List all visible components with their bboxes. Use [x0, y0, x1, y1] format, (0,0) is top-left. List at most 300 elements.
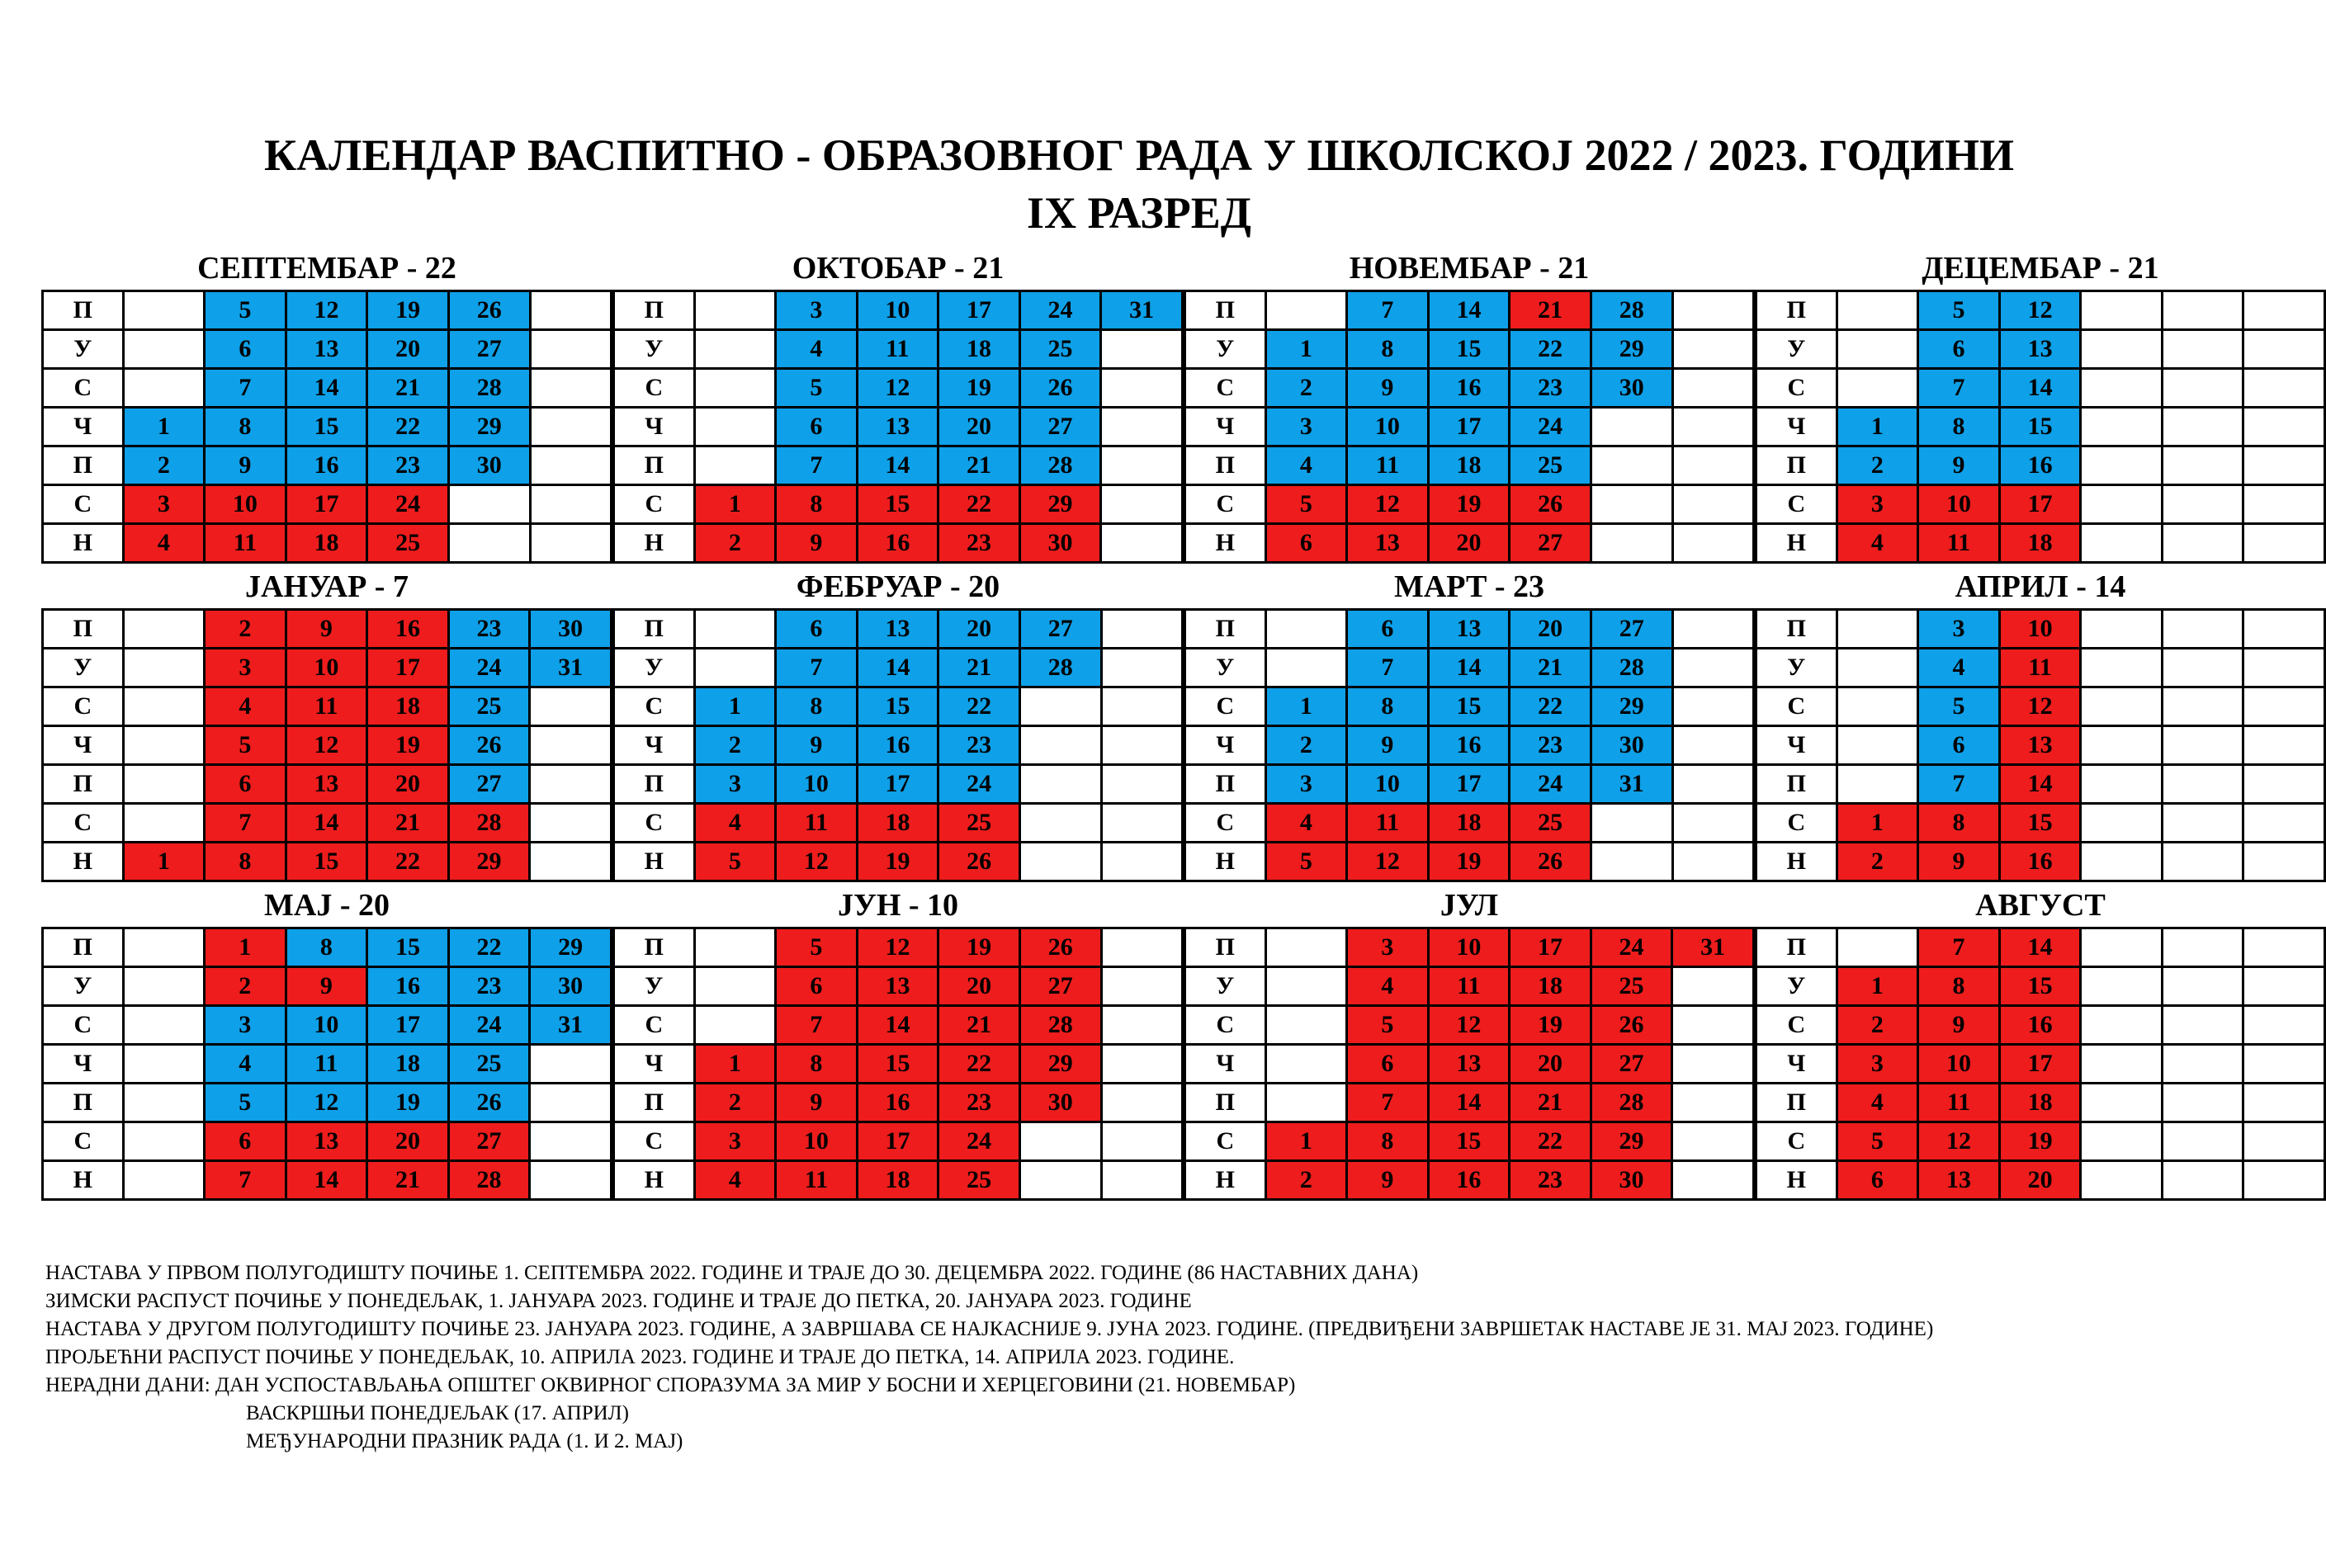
weekday-label: П: [1756, 928, 1837, 967]
day-cell: [2081, 928, 2162, 967]
month-table: [1184, 290, 1755, 564]
day-cell: [530, 804, 612, 843]
day-cell: 8: [1347, 687, 1429, 726]
day-cell: 22: [367, 843, 449, 881]
day-cell: 28: [1591, 291, 1672, 330]
day-cell: [1265, 291, 1347, 330]
day-cell: [1101, 446, 1183, 485]
day-cell: [1591, 524, 1672, 563]
day-cell: [123, 1161, 204, 1200]
day-cell: [1672, 369, 1753, 408]
day-cell: 19: [1428, 843, 1510, 881]
day-cell: [2243, 1084, 2325, 1122]
day-cell: [123, 1045, 204, 1084]
day-cell: [1672, 687, 1753, 726]
day-cell: 5: [694, 843, 776, 881]
day-cell: [1672, 726, 1753, 765]
weekday-label: Н: [1185, 524, 1266, 563]
weekday-label: Н: [614, 524, 695, 563]
day-cell: 4: [776, 330, 858, 369]
day-cell: [694, 330, 776, 369]
day-cell: 10: [857, 291, 938, 330]
day-cell: 8: [1918, 967, 2000, 1006]
day-cell: 24: [448, 649, 530, 687]
day-cell: 5: [1265, 843, 1347, 881]
day-cell: 6: [205, 765, 286, 804]
weekday-row: [43, 1161, 612, 1200]
weekday-label: П: [43, 1084, 124, 1122]
day-cell: 29: [1591, 687, 1672, 726]
day-cell: [2162, 369, 2243, 408]
day-cell: 30: [1591, 369, 1672, 408]
day-cell: 18: [1999, 1084, 2081, 1122]
day-cell: 22: [938, 687, 1020, 726]
day-cell: [1672, 485, 1753, 524]
day-cell: [530, 330, 611, 369]
page-title: КАЛЕНДАР ВАСПИТНО - ОБРАЗОВНОГ РАДА У ШКОЛСКОЈ 2022 / 2023. ГОДИНИ: [263, 130, 2015, 180]
day-cell: 9: [1347, 1161, 1429, 1200]
day-cell: 10: [776, 1122, 858, 1161]
day-cell: [530, 446, 611, 485]
day-cell: [530, 1045, 612, 1084]
day-cell: 5: [205, 291, 286, 330]
day-cell: [1019, 726, 1101, 765]
day-cell: 29: [530, 928, 612, 967]
day-cell: 14: [1428, 649, 1510, 687]
day-cell: [530, 765, 612, 804]
weekday-label: У: [614, 649, 695, 687]
day-cell: 15: [1428, 1122, 1510, 1161]
weekday-label: П: [43, 291, 124, 330]
day-cell: 5: [776, 369, 858, 408]
day-cell: [1019, 1161, 1101, 1200]
weekday-row: [1185, 1006, 1754, 1045]
weekday-row: [614, 726, 1183, 765]
day-cell: 22: [938, 1045, 1020, 1084]
day-cell: 7: [776, 649, 858, 687]
day-cell: [2162, 967, 2243, 1006]
weekday-label: С: [1756, 687, 1837, 726]
day-cell: 26: [448, 1084, 530, 1122]
day-cell: 9: [286, 967, 367, 1006]
day-cell: 30: [1591, 726, 1672, 765]
notes: [45, 1259, 2084, 1456]
day-cell: 5: [205, 1084, 286, 1122]
weekday-row: [43, 330, 612, 369]
day-cell: 22: [1510, 1122, 1591, 1161]
day-cell: [2081, 485, 2162, 524]
day-cell: 23: [938, 1084, 1020, 1122]
day-cell: 11: [286, 1045, 367, 1084]
weekday-row: [43, 446, 612, 485]
day-cell: 11: [1428, 967, 1510, 1006]
month-header: МАРТ - 23: [1394, 569, 1544, 604]
day-cell: [2081, 369, 2162, 408]
weekday-row: [43, 291, 612, 330]
weekday-label: С: [614, 687, 695, 726]
day-cell: 24: [1510, 765, 1591, 804]
note-line: НАСТАВА У ДРУГОМ ПОЛУГОДИШТУ ПОЧИЊЕ 23. ЈАНУАРА 2023. ГОДИНЕ, А ЗАВРШАВА СЕ НАЈКАСНИЈЕ 9. ЈУНА 2023. ГОДИНЕ. (ПРЕДВИЂЕНИ ЗАВРШЕТАК НАСТАВЕ ЈЕ 31. МАЈ 2023. ГОДИНЕ): [45, 1318, 1934, 1340]
day-cell: 27: [448, 765, 530, 804]
day-cell: 3: [1347, 928, 1429, 967]
weekday-label: С: [1185, 485, 1266, 524]
day-cell: 18: [367, 687, 449, 726]
weekday-label: С: [1756, 1122, 1837, 1161]
day-cell: [1591, 408, 1672, 446]
weekday-row: [614, 1045, 1183, 1084]
day-cell: [1101, 330, 1183, 369]
day-cell: 25: [938, 804, 1020, 843]
day-cell: 25: [1591, 967, 1672, 1006]
weekday-row: [1756, 804, 2325, 843]
weekday-label: П: [1756, 291, 1837, 330]
day-cell: 5: [205, 726, 286, 765]
day-cell: 18: [857, 1161, 938, 1200]
day-cell: 6: [1918, 726, 2000, 765]
day-cell: [1101, 649, 1182, 687]
day-cell: 11: [1918, 1084, 2000, 1122]
month-header: ЈУЛ: [1440, 888, 1499, 923]
day-cell: 12: [286, 291, 367, 330]
day-cell: 13: [1347, 524, 1429, 563]
weekday-row: [1756, 1161, 2325, 1200]
month-header: ОКТОБАР - 21: [792, 251, 1005, 286]
day-cell: 30: [1591, 1161, 1672, 1200]
day-cell: [1019, 1122, 1101, 1161]
day-cell: 26: [1591, 1006, 1672, 1045]
day-cell: 20: [367, 765, 449, 804]
day-cell: 8: [1347, 330, 1429, 369]
month-table: [41, 927, 612, 1201]
weekday-row: [43, 408, 612, 446]
day-cell: [530, 726, 612, 765]
day-cell: [2081, 524, 2162, 563]
month-header: СЕПТЕМБАР - 22: [197, 251, 456, 286]
weekday-row: [614, 1122, 1183, 1161]
day-cell: 6: [1347, 1045, 1429, 1084]
day-cell: 2: [694, 524, 776, 563]
day-cell: [1019, 765, 1101, 804]
day-cell: 9: [776, 726, 858, 765]
day-cell: 2: [1265, 369, 1347, 408]
weekday-row: [614, 369, 1183, 408]
day-cell: 29: [448, 843, 530, 881]
day-cell: 2: [1837, 843, 1918, 881]
weekday-label: Н: [1756, 524, 1837, 563]
day-cell: 16: [1999, 1006, 2081, 1045]
weekday-label: Ч: [614, 726, 695, 765]
day-cell: [1101, 369, 1183, 408]
day-cell: 2: [694, 726, 776, 765]
day-cell: 15: [1428, 687, 1510, 726]
day-cell: [1837, 610, 1918, 649]
note-line: ВАСКРШЊИ ПОНЕДЈЕЉАК (17. АПРИЛ): [246, 1402, 629, 1424]
day-cell: 13: [1999, 726, 2081, 765]
weekday-row: [43, 765, 612, 804]
day-cell: 3: [694, 1122, 776, 1161]
day-cell: [1265, 967, 1347, 1006]
day-cell: 11: [857, 330, 938, 369]
day-cell: [1591, 843, 1672, 881]
day-cell: 27: [1019, 967, 1101, 1006]
day-cell: [2081, 687, 2163, 726]
day-cell: [530, 843, 612, 881]
day-cell: [2081, 843, 2163, 881]
day-cell: 4: [123, 524, 205, 563]
day-cell: 28: [448, 804, 530, 843]
day-cell: 17: [286, 485, 367, 524]
day-cell: [1265, 610, 1347, 649]
day-cell: [1019, 804, 1101, 843]
day-cell: [530, 524, 611, 563]
day-cell: 18: [1428, 804, 1510, 843]
day-cell: 25: [448, 687, 530, 726]
day-cell: 4: [1837, 524, 1918, 563]
day-cell: 12: [286, 1084, 367, 1122]
weekday-label: У: [1185, 330, 1266, 369]
day-cell: [2081, 726, 2163, 765]
day-cell: 9: [205, 446, 286, 485]
day-cell: 7: [1347, 291, 1429, 330]
day-cell: 4: [1265, 804, 1347, 843]
day-cell: [1101, 408, 1183, 446]
day-cell: [2243, 1045, 2325, 1084]
day-cell: 12: [286, 726, 367, 765]
day-cell: 5: [1265, 485, 1347, 524]
day-cell: [694, 291, 776, 330]
day-cell: [2081, 649, 2163, 687]
day-cell: [2243, 1161, 2325, 1200]
day-cell: [123, 804, 205, 843]
day-cell: 16: [1999, 446, 2081, 485]
weekday-row: [614, 687, 1183, 726]
weekday-label: П: [1756, 1084, 1837, 1122]
day-cell: 21: [1510, 291, 1591, 330]
weekday-label: П: [1185, 765, 1266, 804]
day-cell: [2162, 765, 2243, 804]
weekday-row: [614, 524, 1183, 563]
day-cell: 29: [1591, 330, 1672, 369]
day-cell: [1265, 1084, 1347, 1122]
day-cell: [2081, 291, 2162, 330]
day-cell: 14: [857, 649, 938, 687]
weekday-row: [1756, 1006, 2325, 1045]
day-cell: 3: [1837, 1045, 1918, 1084]
weekday-row: [614, 1161, 1183, 1200]
day-cell: 16: [857, 524, 938, 563]
day-cell: [1837, 369, 1918, 408]
day-cell: [1101, 1084, 1182, 1122]
day-cell: [1101, 1045, 1182, 1084]
note-line: НЕРАДНИ ДАНИ: ДАН УСПОСТАВЉАЊА ОПШТЕГ ОКВИРНОГ СПОРАЗУМА ЗА МИР У БОСНИ И ХЕРЦЕГОВИНИ (21. НОВЕМБАР): [45, 1374, 1296, 1396]
day-cell: 26: [448, 291, 530, 330]
day-cell: [2243, 330, 2325, 369]
weekday-label: П: [1756, 446, 1837, 485]
day-cell: [1672, 330, 1753, 369]
month-table: [1755, 608, 2326, 882]
weekday-row: [1185, 649, 1754, 687]
weekday-label: Н: [1756, 1161, 1837, 1200]
day-cell: 19: [938, 369, 1020, 408]
day-cell: 21: [367, 369, 449, 408]
weekday-label: С: [43, 1122, 124, 1161]
day-cell: 26: [1019, 928, 1101, 967]
day-cell: 16: [367, 610, 449, 649]
day-cell: 11: [776, 804, 858, 843]
day-cell: 17: [1510, 928, 1591, 967]
day-cell: [2243, 1122, 2325, 1161]
weekday-row: [1185, 408, 1754, 446]
day-cell: 16: [286, 446, 367, 485]
day-cell: 16: [857, 726, 938, 765]
day-cell: 7: [776, 1006, 858, 1045]
day-cell: [2162, 330, 2243, 369]
day-cell: 17: [367, 1006, 449, 1045]
day-cell: 29: [448, 408, 530, 446]
day-cell: 19: [938, 928, 1020, 967]
day-cell: [694, 610, 776, 649]
day-cell: 6: [776, 408, 858, 446]
day-cell: 10: [1999, 610, 2081, 649]
weekday-row: [1756, 524, 2325, 563]
day-cell: 19: [367, 291, 449, 330]
day-cell: [1101, 687, 1182, 726]
day-cell: 17: [1428, 408, 1510, 446]
day-cell: 12: [1428, 1006, 1510, 1045]
weekday-row: [1756, 687, 2325, 726]
weekday-row: [614, 330, 1183, 369]
month-header: ЈУН - 10: [837, 888, 959, 923]
weekday-row: [1756, 1122, 2325, 1161]
weekday-row: [1185, 330, 1754, 369]
day-cell: 21: [367, 1161, 449, 1200]
day-cell: [123, 1084, 204, 1122]
day-cell: [2162, 843, 2243, 881]
day-cell: 9: [776, 1084, 858, 1122]
day-cell: [1019, 687, 1101, 726]
day-cell: 15: [857, 687, 938, 726]
weekday-label: С: [1185, 1122, 1266, 1161]
day-cell: 20: [938, 408, 1020, 446]
weekday-label: Ч: [43, 726, 124, 765]
day-cell: 27: [1591, 610, 1672, 649]
day-cell: 22: [1510, 330, 1591, 369]
weekday-label: У: [614, 967, 695, 1006]
weekday-row: [43, 967, 612, 1006]
day-cell: 14: [286, 369, 367, 408]
weekday-label: П: [614, 1084, 695, 1122]
day-cell: [2081, 610, 2163, 649]
day-cell: [694, 369, 776, 408]
day-cell: 15: [1999, 408, 2081, 446]
weekday-label: С: [1756, 485, 1837, 524]
day-cell: [2243, 446, 2325, 485]
day-cell: [694, 928, 776, 967]
weekday-label: Ч: [43, 1045, 124, 1084]
month-table: [1755, 927, 2326, 1201]
day-cell: [2162, 610, 2243, 649]
weekday-row: [1185, 967, 1754, 1006]
day-cell: [1837, 928, 1918, 967]
day-cell: [1101, 610, 1182, 649]
day-cell: [1265, 928, 1347, 967]
day-cell: 15: [1428, 330, 1510, 369]
day-cell: 1: [694, 687, 776, 726]
day-cell: 18: [857, 804, 938, 843]
day-cell: 8: [776, 687, 858, 726]
weekday-label: П: [43, 765, 124, 804]
day-cell: 28: [1591, 1084, 1672, 1122]
weekday-row: [1756, 967, 2325, 1006]
day-cell: [530, 408, 611, 446]
day-cell: 4: [205, 1045, 286, 1084]
day-cell: 28: [448, 369, 530, 408]
day-cell: 24: [938, 765, 1020, 804]
day-cell: [2081, 446, 2162, 485]
day-cell: 13: [286, 765, 367, 804]
day-cell: 30: [530, 967, 612, 1006]
day-cell: [1019, 843, 1101, 881]
day-cell: [1265, 1045, 1347, 1084]
weekday-label: С: [614, 1122, 695, 1161]
weekday-row: [43, 1084, 612, 1122]
day-cell: 9: [1347, 726, 1429, 765]
day-cell: 22: [1510, 687, 1591, 726]
weekday-label: Ч: [43, 408, 124, 446]
day-cell: 23: [1510, 726, 1591, 765]
day-cell: [1101, 1006, 1182, 1045]
day-cell: [530, 1084, 612, 1122]
weekday-label: С: [1185, 1006, 1266, 1045]
day-cell: 14: [1999, 765, 2081, 804]
day-cell: 9: [1347, 369, 1429, 408]
day-cell: [1672, 843, 1753, 881]
day-cell: [448, 485, 530, 524]
weekday-label: Н: [43, 1161, 124, 1200]
day-cell: 18: [367, 1045, 449, 1084]
day-cell: 12: [857, 369, 938, 408]
day-cell: [2162, 726, 2243, 765]
day-cell: [1837, 687, 1918, 726]
weekday-row: [1756, 330, 2325, 369]
day-cell: 10: [1347, 765, 1429, 804]
day-cell: [123, 1006, 204, 1045]
day-cell: [1101, 1122, 1182, 1161]
day-cell: 1: [205, 928, 286, 967]
day-cell: [1672, 610, 1753, 649]
weekday-label: П: [43, 610, 124, 649]
day-cell: 13: [1428, 610, 1510, 649]
day-cell: 7: [1918, 928, 2000, 967]
day-cell: 10: [776, 765, 858, 804]
weekday-label: У: [1756, 649, 1837, 687]
weekday-label: У: [43, 967, 124, 1006]
day-cell: 16: [1999, 843, 2081, 881]
weekday-row: [1185, 1122, 1754, 1161]
day-cell: 27: [1510, 524, 1591, 563]
day-cell: [2243, 967, 2325, 1006]
month-header: НОВЕМБАР - 21: [1349, 251, 1590, 286]
day-cell: 4: [205, 687, 286, 726]
day-cell: [1101, 726, 1182, 765]
day-cell: [1672, 1006, 1754, 1045]
day-cell: [1672, 804, 1753, 843]
day-cell: 30: [1019, 524, 1101, 563]
day-cell: 6: [776, 610, 858, 649]
day-cell: 26: [1019, 369, 1101, 408]
weekday-label: С: [1185, 687, 1266, 726]
day-cell: 24: [448, 1006, 530, 1045]
